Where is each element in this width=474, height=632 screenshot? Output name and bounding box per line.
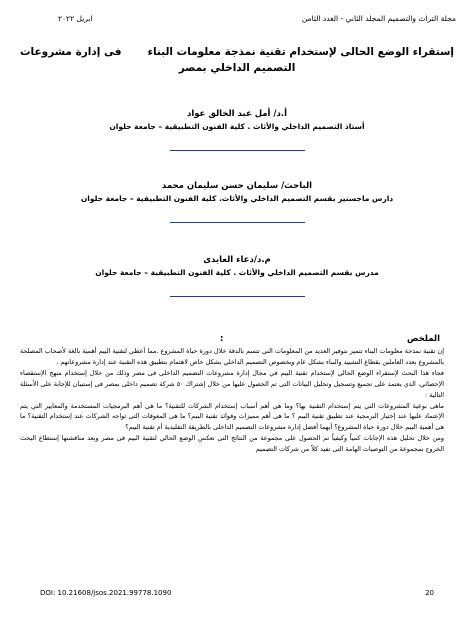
author-name: أ.د/ أمل عبد الخالق عواد <box>186 109 288 119</box>
separator-line <box>170 150 305 151</box>
author-block-2 <box>40 180 434 204</box>
paper-title <box>20 44 454 76</box>
author-name: الباحث/ سليمان حسن سليمان محمد <box>161 181 313 191</box>
abstract-heading-colon: : <box>220 334 224 344</box>
author-block-3 <box>40 254 434 278</box>
journal-header <box>58 14 456 24</box>
author-name: م.د/دعاء العايدى <box>203 255 271 265</box>
abstract-paragraph: فجاء هذا البحث لإستقراء الوضع الحالي لإستخدام تقنية البيم في مجال إدارة مشروعات التصميم الداخلى فى مصر وذلك من خلال إستخدام منهج الإستقصاء الإحصائي، الذي يعتمد على تجميع وتسجيل وتحليل البيانات التى تم الحصول عليها من خلال إشتراك ٥٠ شركة تصميم داخلى بمصر فى إستبيان للإجابة على الأسئلة التالية : <box>20 368 445 399</box>
abstract-section <box>20 332 444 455</box>
issue-date: ابريل ٢٠٢٢ <box>58 14 93 23</box>
abstract-heading: الملخص <box>407 334 440 344</box>
title-line1-part1: إستقراء الوضع الحالى لإستخدام تقنية نمذجة معلومات البناء <box>147 46 454 58</box>
separator-line <box>170 296 305 297</box>
abstract-paragraph: إن تقنية نمذجة معلومات البناء تتميز بتوفير العديد من المعلومات التي تتسم بالدقة خلال دورة حياة المشروع .مما أعطي لتقنية البيم أهمية بالغة لأصحاب المصلحة بالمشروع بعدد العاملين بقطاع التشييد والبناء بشكل عام وبخصوص التصميم الداخلي بشكل خاص لاهتمام بتطبيق هذه التقنية عند إدارة مشروعاتهم . <box>20 347 444 366</box>
page-footer <box>40 588 434 598</box>
title-line1-part2: فى إدارة مشروعات <box>20 46 122 58</box>
author-affiliation: دارس ماجستير بقسم التصميم الداخلي والأثاث. كلية الفنون التطبيقية – جامعة حلوان <box>80 194 394 203</box>
abstract-paragraph: ومن خلال تحليل هذه الإجابات كمياً وكيفياً تم الحصول على مجموعة من النتائج التى تعكس الوضع الحالي لتقنية البيم فى مصر وبعد مناقشتها إستطاع البحث الخروج بمجموعة من التوصيات الهامة التى تفيد كلاً من شركات التصميم <box>20 434 444 454</box>
abstract-paragraph: ماهى نوعية المشروعات التي يتم إستخدام التقنية بها؟ وما هي أهم أسباب إستخدام الشركات للتقنية؟ ما هى أهم البرمجيات المستخدمة والمعايير التي يتم الإعتماد عليها عند إختيار البرمجية عند تطبيق تقنية البيم ؟ ما هى أهم مميزات وفوائد تقنية البيم؟ ما هى المعوقات التى تواجه الشركات عند إستخدام التقنية؟ ما هى أهمية البيم خلال دورة حياة المشروع؟ أيهما أفضل إدارة مشروعات التصميم الداخلى بالطريقة التقليدية أم تقنية البيم؟ <box>20 401 444 432</box>
author-block-1 <box>40 108 434 132</box>
author-affiliation: أستاذ التصميم الداخلي والأثاث . كلية الفنون التطبيقية – جامعة حلوان <box>109 122 365 131</box>
journal-name: مجلة التراث والتصميم المجلد الثاني - العدد الثامن <box>301 14 456 23</box>
separator-line <box>170 222 305 223</box>
author-affiliation: مدرس بقسم التصميم الداخلي والأثاث . كلية الفنون التطبيقية – جامعة حلوان <box>95 268 379 277</box>
title-line2: التصميم الداخلي بمصر <box>178 62 296 74</box>
doi-link[interactable]: DOI: 10.21608/jsos.2021.99778.1090 <box>40 589 172 597</box>
page-number: 20 <box>425 589 434 597</box>
